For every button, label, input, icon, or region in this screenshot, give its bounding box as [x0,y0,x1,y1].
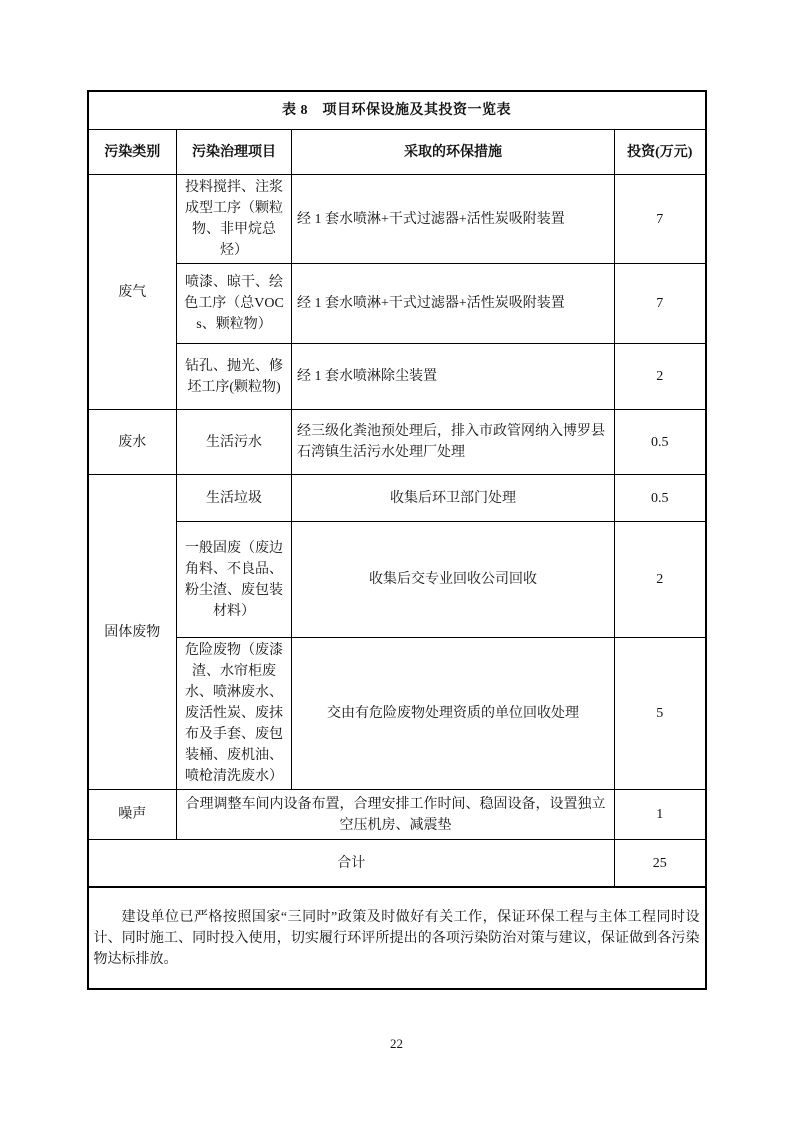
table-title-row [88,91,706,130]
table-row-waste-gas-1 [88,175,706,264]
investment-cell: 0.5 [615,475,706,522]
measure-cell: 交由有危险废物处理资质的单位回收处理 [292,638,615,790]
total-label: 合计 [88,840,615,888]
table-title: 表 8 项目环保设施及其投资一览表 [88,91,706,130]
investment-cell: 2 [615,522,706,638]
investment-cell: 5 [615,638,706,790]
category-cell-waste-water: 废水 [88,410,177,475]
measure-cell: 经 1 套水喷淋除尘装置 [292,344,615,410]
investment-cell: 7 [615,175,706,264]
investment-cell: 7 [615,264,706,344]
measure-cell: 合理调整车间内设备布置，合理安排工作时间、稳固设备，设置独立空压机房、减震垫 [177,790,615,840]
investment-cell: 0.5 [615,410,706,475]
category-cell-noise: 噪声 [88,790,177,840]
table-row-waste-gas-3 [88,344,706,410]
col-header-project: 污染治理项目 [177,130,292,175]
project-cell: 喷漆、晾干、绘色工序（总VOCs、颗粒物） [177,264,292,344]
project-cell: 生活垃圾 [177,475,292,522]
table-header-row [88,130,706,175]
table-row-waste-gas-2 [88,264,706,344]
col-header-investment: 投资(万元) [615,130,706,175]
project-cell: 生活污水 [177,410,292,475]
col-header-category: 污染类别 [88,130,177,175]
table-row-noise [88,790,706,840]
table-row-total [88,840,706,888]
measure-cell: 经 1 套水喷淋+干式过滤器+活性炭吸附装置 [292,264,615,344]
project-cell: 危险废物（废漆渣、水帘柜废水、喷淋废水、废活性炭、废抹布及手套、废包装桶、废机油、喷枪清洗废水） [177,638,292,790]
measure-cell: 经三级化粪池预处理后，排入市政管网纳入博罗县石湾镇生活污水处理厂处理 [292,410,615,475]
category-cell-solid-waste: 固体废物 [88,475,177,790]
table-row-solid-waste-2 [88,522,706,638]
category-cell-waste-gas: 废气 [88,175,177,410]
measure-cell: 收集后交专业回收公司回收 [292,522,615,638]
table-row-note [88,887,706,989]
project-cell: 钻孔、抛光、修坯工序(颗粒物) [177,344,292,410]
total-value: 25 [615,840,706,888]
page-number: 22 [390,1036,403,1051]
note-text: 建设单位已严格按照国家“三同时”政策及时做好有关工作，保证环保工程与主体工程同时设计、同时施工、同时投入使用，切实履行环评所提出的各项污染防治对策与建议，保证做到各污染物达标排放。 [88,887,706,989]
project-cell: 一般固废（废边角料、不良品、粉尘渣、废包装材料） [177,522,292,638]
investment-cell: 2 [615,344,706,410]
col-header-measure: 采取的环保措施 [292,130,615,175]
project-cell: 投料搅拌、注浆成型工序（颗粒物、非甲烷总烃） [177,175,292,264]
measure-cell: 经 1 套水喷淋+干式过滤器+活性炭吸附装置 [292,175,615,264]
env-protection-investment-table [87,90,707,990]
measure-cell: 收集后环卫部门处理 [292,475,615,522]
investment-cell: 1 [615,790,706,840]
table-row-solid-waste-3 [88,638,706,790]
table-row-solid-waste-1 [88,475,706,522]
table-row-waste-water [88,410,706,475]
